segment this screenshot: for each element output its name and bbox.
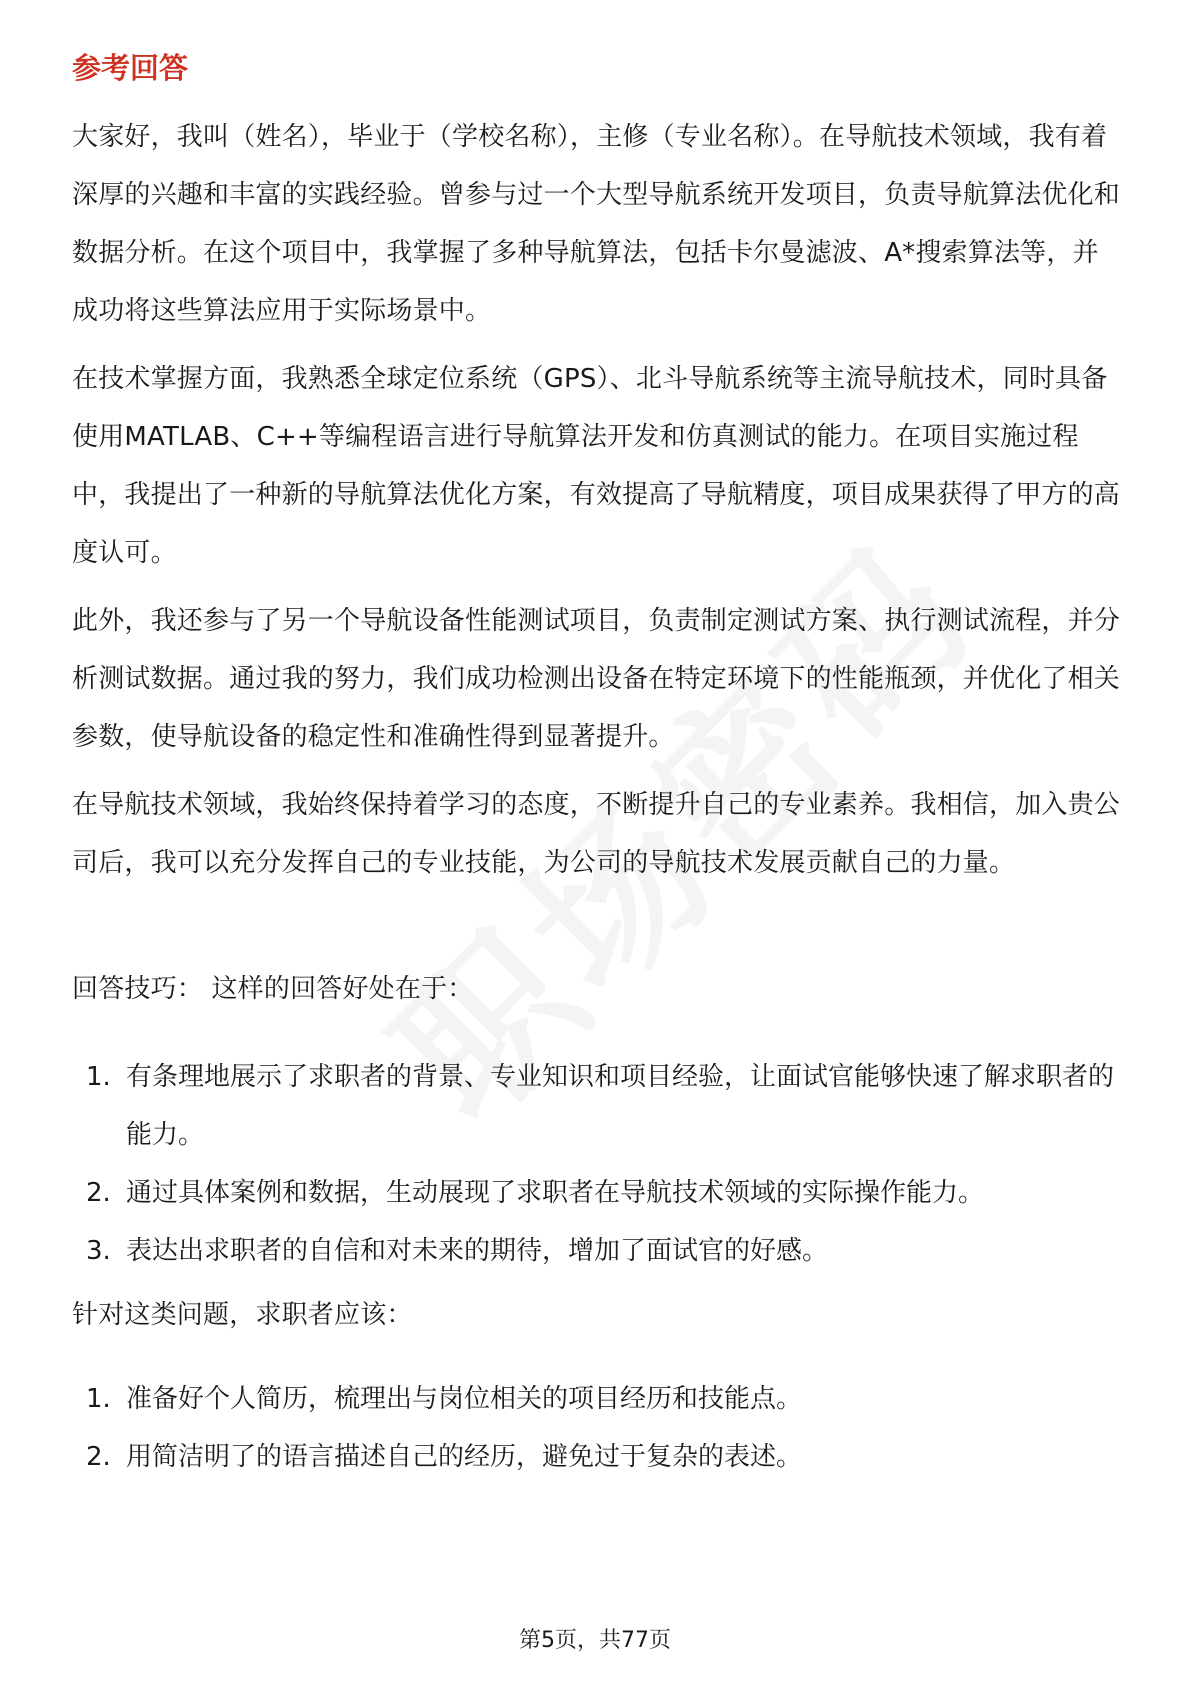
- list-number: 1.: [86, 1062, 111, 1092]
- paragraph-project: 此外，我还参与了另一个导航设备性能测试项目，负责制定测试方案、执行测试流程，并分析测试数据。通过我的努力，我们成功检测出设备在特定环境下的性能瓶颈，并优化了相关参数，使导航设备的稳定性和准确性得到显著提升。: [72, 606, 1121, 752]
- tips-list: [72, 1048, 1120, 1280]
- advice-list: [72, 1370, 1120, 1486]
- list-item: [72, 1370, 1120, 1428]
- list-number: 2.: [86, 1442, 111, 1472]
- list-number: 3.: [86, 1236, 111, 1266]
- list-item: [72, 1164, 1120, 1222]
- section-heading: 参考回答: [72, 51, 189, 85]
- tips-intro: 回答技巧： 这样的回答好处在于：: [72, 974, 474, 1004]
- list-text: 有条理地展示了求职者的背景、专业知识和项目经验，让面试官能够快速了解求职者的能力。: [126, 1062, 1115, 1150]
- list-text: 表达出求职者的自信和对未来的期待，增加了面试官的好感。: [126, 1236, 829, 1266]
- paragraph-intro: 大家好，我叫（姓名），毕业于（学校名称），主修（专业名称）。在导航技术领域，我有着深厚的兴趣和丰富的实践经验。曾参与过一个大型导航系统开发项目，负责导航算法优化和数据分析。在这个项目中，我掌握了多种导航算法，包括卡尔曼滤波、A*搜索算法等，并成功将这些算法应用于实际场景中。: [72, 122, 1121, 326]
- list-number: 1.: [86, 1384, 111, 1414]
- list-text: 用简洁明了的语言描述自己的经历，避免过于复杂的表述。: [126, 1442, 803, 1472]
- advice-intro: 针对这类问题，求职者应该：: [72, 1300, 413, 1330]
- list-number: 2.: [86, 1178, 111, 1208]
- list-text: 准备好个人简历，梳理出与岗位相关的项目经历和技能点。: [126, 1384, 803, 1414]
- paragraph-skills: 在技术掌握方面，我熟悉全球定位系统（GPS）、北斗导航系统等主流导航技术，同时具备使用MATLAB、C++等编程语言进行导航算法开发和仿真测试的能力。在项目实施过程中，我提出了一种新的导航算法优化方案，有效提高了导航精度，项目成果获得了甲方的高度认可。: [72, 364, 1121, 568]
- page-number: 第5页，共77页: [519, 1628, 671, 1653]
- paragraph-closing: 在导航技术领域，我始终保持着学习的态度，不断提升自己的专业素养。我相信，加入贵公司后，我可以充分发挥自己的专业技能，为公司的导航技术发展贡献自己的力量。: [72, 790, 1121, 878]
- list-item: [72, 1048, 1120, 1164]
- list-item: [72, 1222, 1120, 1280]
- list-item: [72, 1428, 1120, 1486]
- list-text: 通过具体案例和数据，生动展现了求职者在导航技术领域的实际操作能力。: [126, 1178, 985, 1208]
